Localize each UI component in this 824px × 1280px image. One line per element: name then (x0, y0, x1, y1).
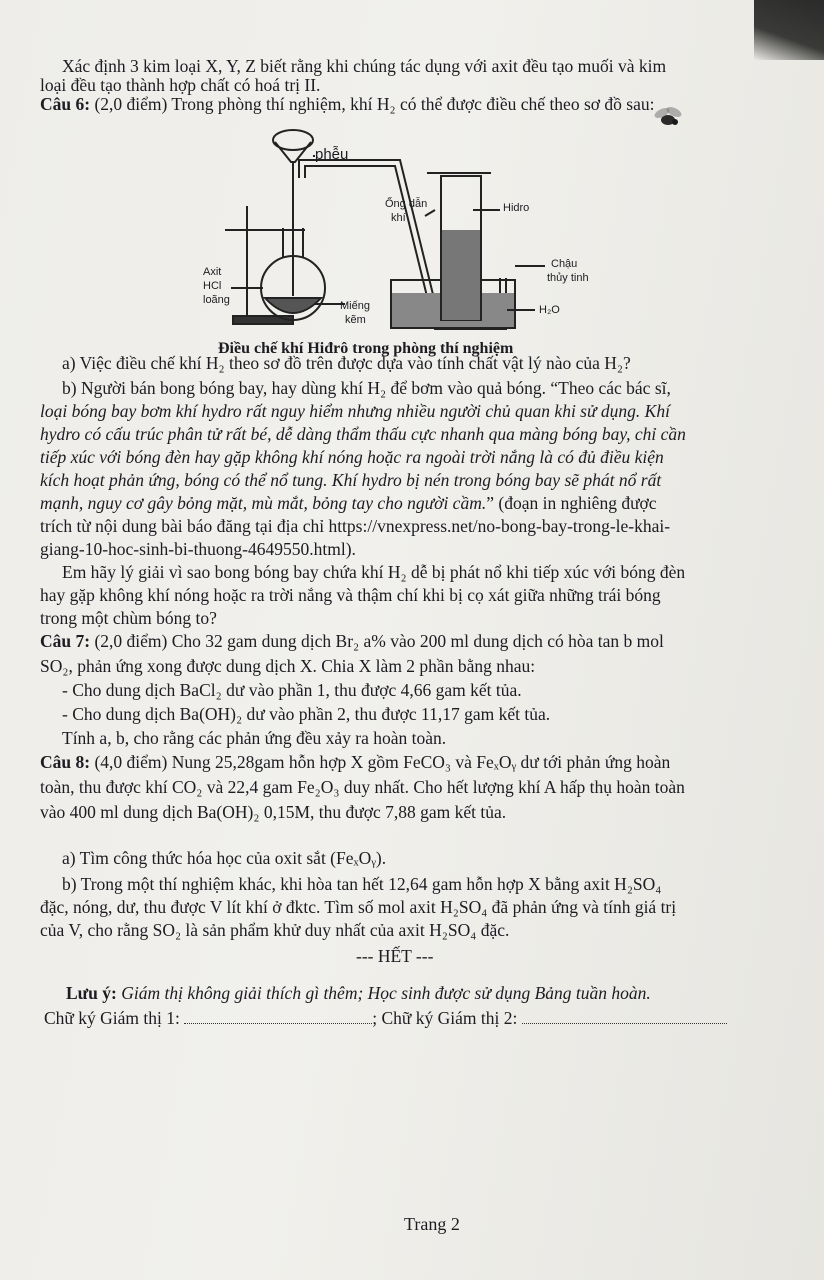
question-6b-line-8: giang-10-hoc-sinh-bi-thuong-4649550.html). (40, 539, 356, 559)
question-7-line-3: - Cho dung dịch BaCl₂ dư vào phần 1, thu được 4,66 gam kết tủa. (62, 680, 522, 700)
question-8-heading (40, 752, 670, 772)
question-6b-line-1: b) Người bán bong bóng bay, hay dùng khí H₂ để bơm vào quả bóng. “Theo các bác sĩ, (62, 378, 671, 398)
question-8-line-3: vào 400 ml dung dịch Ba(OH)₂ 0,15M, thu được 7,88 gam kết tủa. (40, 802, 507, 822)
cylinder-water (442, 230, 480, 320)
question-6b-line-9: Em hãy lý giải vì sao bong bóng bay chứa khí H₂ dễ bị phát nổ khi tiếp xúc với bóng đèn (62, 562, 686, 582)
label-acid-1: Axit (203, 266, 222, 278)
signature-1-blank (184, 1009, 372, 1024)
question-6-heading (40, 94, 654, 114)
intro-line-1: Xác định 3 kim loại X, Y, Z biết rằng khi chúng tác dụng với axit đều tạo muối và kim (62, 56, 667, 76)
page-number: Trang 2 (404, 1214, 460, 1234)
label-water: H₂O (539, 304, 560, 316)
label-funnel: phễu (315, 146, 349, 163)
dark-background-corner (754, 0, 824, 60)
end-mark: --- HẾT --- (356, 946, 434, 966)
question-6b-line-2: loại bóng bay bơm khí hydro rất nguy hiểm nhưng nhiều người chủ quan khi sử dụng. Khí (40, 401, 670, 421)
question-6b-line-6 (40, 493, 657, 513)
fly-icon (648, 100, 688, 140)
question-7-line-5: Tính a, b, cho rằng các phản ứng đều xảy ra hoàn toàn. (62, 728, 447, 748)
label-acid-3: loãng (203, 294, 230, 306)
question-6-number: Câu 6: (40, 94, 91, 114)
hydrogen-apparatus-diagram (195, 118, 615, 343)
question-6b-line-5: kích hoạt phản ứng, bóng có thể nổ tung. Khí hydro bị nén trong bóng bay sẽ phát nổ rất (40, 470, 662, 490)
question-7-heading (40, 631, 664, 651)
note (66, 983, 651, 1003)
figure-caption: Điều chế khí Hiđrô trong phòng thí nghiệm (218, 340, 514, 357)
question-7-line-1: (2,0 điểm) Cho 32 gam dung dịch Br₂ a% vào 200 ml dung dịch có hòa tan b mol (90, 631, 664, 651)
label-tube-1: Ống dẫn (385, 198, 428, 210)
question-6b-line-4: tiếp xúc với bóng đèn hay gặp không khí nóng hoặc ra ngoài trời nắng là có đủ điều kiện (40, 447, 664, 467)
signature-2-label: ; Chữ ký Giám thị 2: (372, 1008, 518, 1028)
question-8-line-2: toàn, thu được khí CO₂ và 22,4 gam Fe₂O₃ duy nhất. Cho hết lượng khí A hấp thụ hoàn toàn (40, 777, 685, 797)
question-8b-line-1: b) Trong một thí nghiệm khác, khi hòa tan hết 12,64 gam hỗn hợp X bằng axit H₂SO₄ (62, 874, 662, 894)
label-basin-2: thủy tinh (547, 272, 589, 284)
note-text: Giám thị không giải thích gì thêm; Học sinh được sử dụng Bảng tuần hoàn. (116, 983, 651, 1003)
question-6b-line-7: trích từ nội dung bài báo đăng tại địa chỉ https://vnexpress.net/no-bong-bay-trong-le-khai- (40, 516, 671, 536)
label-zinc-1: Miếng (340, 300, 370, 312)
question-6b-line-3: hydro có cấu trúc phân tử rất bé, dễ dàng thẩm thấu cực nhanh qua màng bóng bay, chỉ cần (40, 424, 686, 444)
note-heading: Lưu ý: (66, 983, 117, 1003)
question-7-line-4: - Cho dung dịch Ba(OH)₂ dư vào phần 2, thu được 11,17 gam kết tủa. (62, 704, 551, 724)
question-8-number: Câu 8: (40, 752, 91, 772)
question-6a: a) Việc điều chế khí H₂ theo sơ đồ trên được dựa vào tính chất vật lý nào của H₂? (62, 353, 631, 373)
stand-base (233, 316, 293, 324)
question-7-line-2: SO₂, phản ứng xong được dung dịch X. Chia X làm 2 phần bằng nhau: (40, 656, 536, 676)
label-zinc-2: kẽm (345, 314, 366, 326)
intro-line-2: loại đều tạo thành hợp chất có hoá trị II. (40, 75, 321, 95)
label-tube-2: khí (391, 212, 406, 224)
question-6b-line-11: trong một chùm bóng to? (40, 608, 217, 628)
question-7-number: Câu 7: (40, 631, 91, 651)
signature-1-label: Chữ ký Giám thị 1: (44, 1008, 180, 1028)
question-6b-line-10: hay gặp không khí nóng hoặc ra trời nắng và thậm chí khi bị cọ xát giữa những trái bóng (40, 585, 661, 605)
label-basin-1: Chậu (551, 258, 578, 270)
acid-liquid (265, 298, 321, 313)
label-hidro: Hidro (503, 202, 530, 214)
signature-line (44, 1008, 727, 1028)
question-8b-line-3: của V, cho rằng SO₂ là sản phẩm khử duy nhất của axit H₂SO₄ đặc. (40, 920, 510, 940)
question-6-text: (2,0 điểm) Trong phòng thí nghiệm, khí H₂ có thể được điều chế theo sơ đồ sau: (90, 94, 655, 114)
question-8-line-1: (4,0 điểm) Nung 25,28gam hỗn hợp X gồm FeCO₃ và FeₓOᵧ dư tới phản ứng hoàn (90, 752, 671, 772)
question-6b-quote-end: mạnh, nguy cơ gây bỏng mặt, mù mắt, bỏng tay cho người cầm. (40, 493, 487, 513)
signature-2-blank (522, 1009, 727, 1024)
label-acid-2: HCl (203, 280, 222, 292)
question-8a: a) Tìm công thức hóa học của oxit sắt (FeₓOᵧ). (62, 848, 387, 868)
question-8b-line-2: đặc, nóng, dư, thu được V lít khí ở đktc. Tìm số mol axit H₂SO₄ đã phản ứng và tính giá trị (40, 897, 677, 917)
question-6b-source-note: ” (đoạn in nghiêng được (486, 493, 657, 513)
pointer-tube (425, 210, 435, 216)
